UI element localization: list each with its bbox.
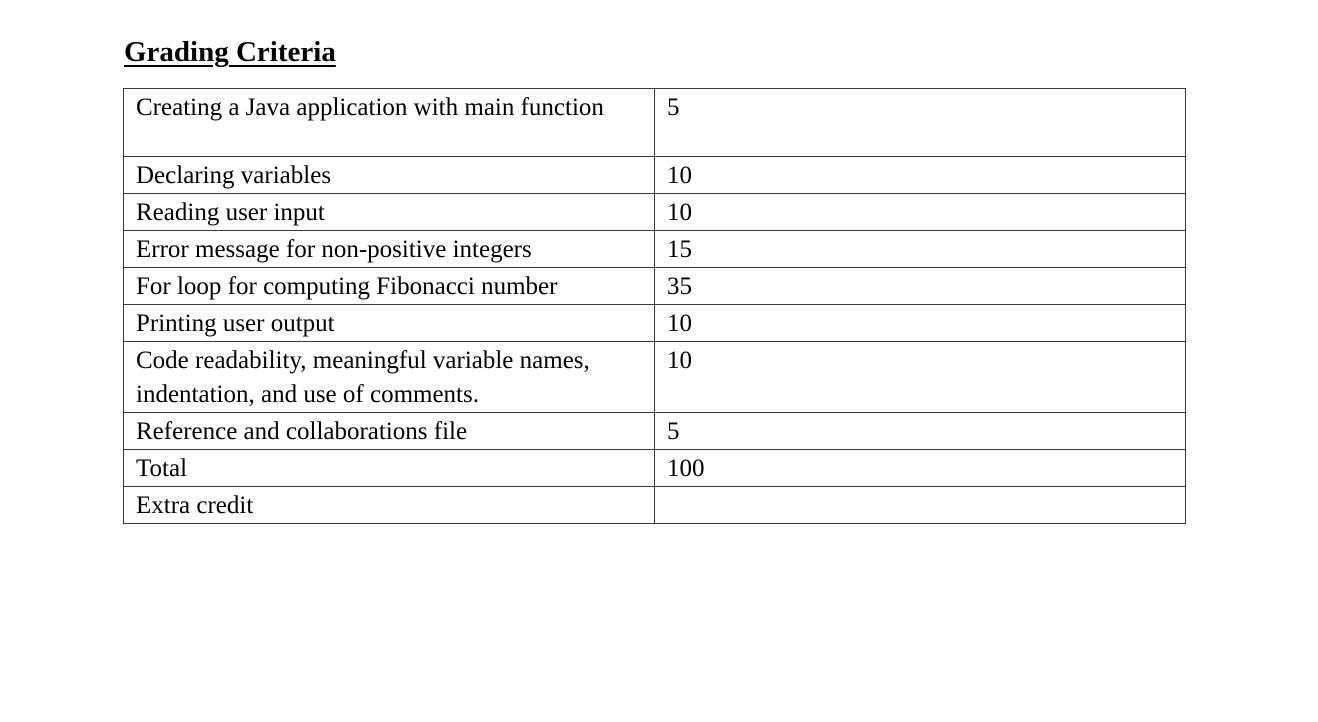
points-cell: 5 <box>655 413 1186 450</box>
table-row <box>124 413 1186 450</box>
page-title: Grading Criteria <box>124 36 336 68</box>
table-row <box>124 157 1186 194</box>
criterion-cell: Code readability, meaningful variable names, indentation, and use of comments. <box>124 342 655 413</box>
table-row <box>124 487 1186 524</box>
table-row <box>124 450 1186 487</box>
criterion-cell: Error message for non-positive integers <box>124 231 655 268</box>
criterion-cell: Reference and collaborations file <box>124 413 655 450</box>
points-cell: 10 <box>655 157 1186 194</box>
points-cell: 100 <box>655 450 1186 487</box>
criterion-cell: For loop for computing Fibonacci number <box>124 268 655 305</box>
points-cell: 10 <box>655 342 1186 413</box>
grading-criteria-table <box>123 88 1186 524</box>
criterion-cell: Printing user output <box>124 305 655 342</box>
table-row <box>124 89 1186 157</box>
criterion-cell: Declaring variables <box>124 157 655 194</box>
points-cell: 10 <box>655 305 1186 342</box>
points-cell: 5 <box>655 89 1186 157</box>
table-row <box>124 342 1186 413</box>
table-row <box>124 305 1186 342</box>
points-cell: 15 <box>655 231 1186 268</box>
table-row <box>124 231 1186 268</box>
criterion-cell: Reading user input <box>124 194 655 231</box>
points-cell: 10 <box>655 194 1186 231</box>
criterion-cell: Total <box>124 450 655 487</box>
points-cell <box>655 487 1186 524</box>
points-cell: 35 <box>655 268 1186 305</box>
table-row <box>124 194 1186 231</box>
table-row <box>124 268 1186 305</box>
criterion-cell: Extra credit <box>124 487 655 524</box>
criterion-cell: Creating a Java application with main function <box>124 89 655 157</box>
